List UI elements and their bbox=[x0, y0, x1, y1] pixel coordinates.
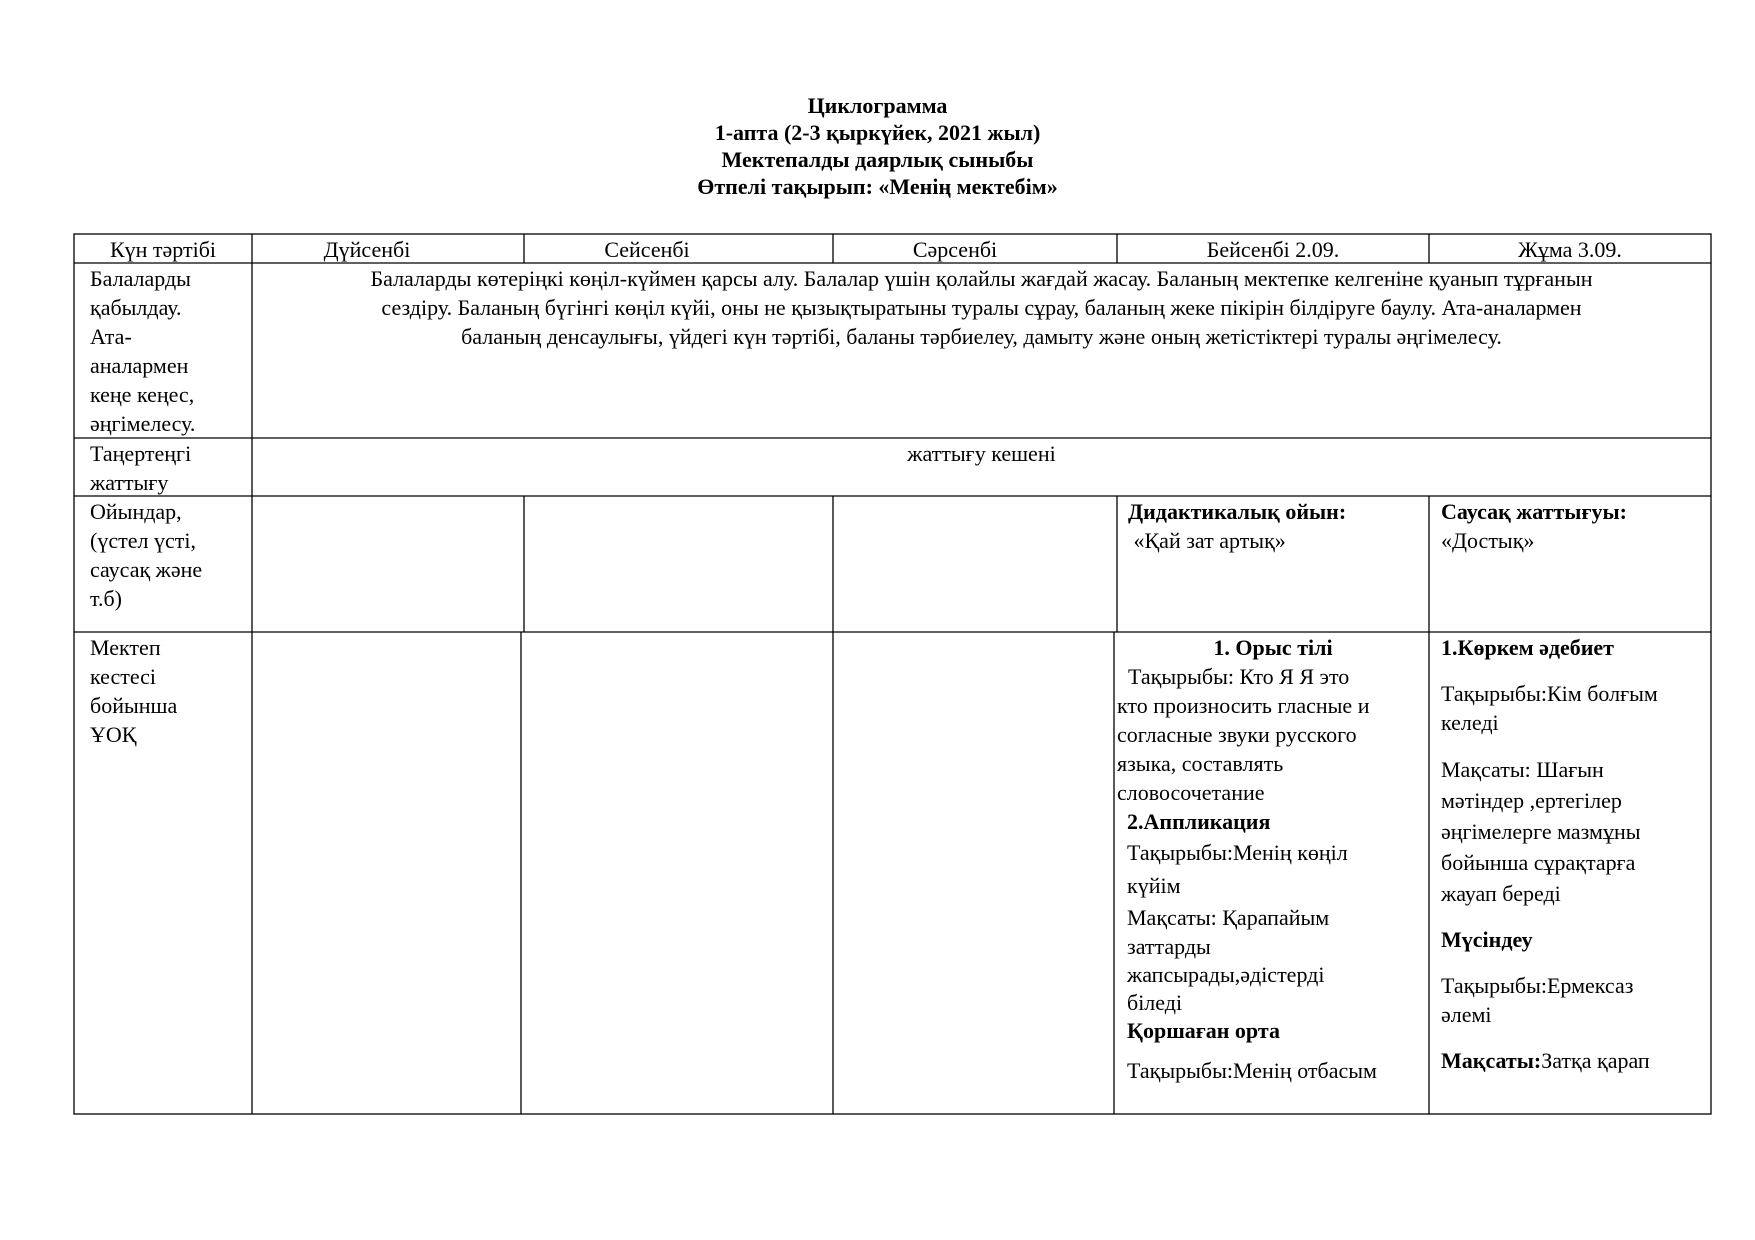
games-thursday: Дидактикалық ойын: «Қай зат артық» bbox=[1128, 499, 1347, 553]
header-thursday: Бейсенбі 2.09. bbox=[1206, 237, 1340, 262]
lesson-heading: Мақсаты: bbox=[1441, 1048, 1542, 1073]
reception-label: Балаларды қабылдау. Ата- аналармен кеңе кеңес, әңгімелесу. bbox=[90, 266, 196, 436]
header-friday: Жұма 3.09. bbox=[1518, 237, 1622, 262]
morning-label: Таңертеңгі жаттығу bbox=[90, 441, 192, 495]
doc-theme: Өтпелі тақырып: «Менің мектебім» bbox=[697, 174, 1058, 199]
header-wednesday: Сәрсенбі bbox=[912, 237, 998, 262]
morning-text: жаттығу кешені bbox=[907, 441, 1056, 466]
doc-title: Циклограмма bbox=[807, 93, 948, 118]
header-tuesday: Сейсенбі bbox=[604, 237, 690, 262]
lesson-heading: 2.Аппликация bbox=[1127, 809, 1271, 834]
lesson-heading: Қоршаған орта bbox=[1127, 1018, 1280, 1043]
lesson-heading: Мүсіндеу bbox=[1441, 927, 1533, 952]
lesson-heading: 1. Орыс тілі bbox=[1213, 635, 1333, 660]
reception-text: Балаларды көтеріңкі көңіл-күймен қарсы алу. Балалар үшін қолайлы жағдай жасау. Баланың мектепке келгеніне қуанып тұрғанын сездіру. Баланың бүгінгі көңіл күйі, оны не қызықтыратыны туралы сұрау, баланың жеке пікірін білдіруге баулу. Ата-аналармен баланың денсаулығы, үйдегі күн тәртібі, баланы тәрбиелеу, дамыту және оның жетістіктері туралы әңгімелесу. bbox=[370, 266, 1593, 349]
lesson-heading: 1.Көркем әдебиет bbox=[1441, 635, 1614, 660]
lessons-label: Мектеп кестесі бойынша ҰОҚ bbox=[90, 635, 178, 747]
doc-class-name: Мектепалды даярлық сыныбы bbox=[721, 147, 1034, 172]
games-label: Ойындар, (үстел үсті, саусақ және т.б) bbox=[90, 499, 203, 611]
games-friday: Саусақ жаттығуы: «Достық» bbox=[1441, 499, 1627, 553]
lessons-friday: 1.Көркем әдебиет Тақырыбы:Кім болғым келеді Мақсаты: Шағын мәтіндер ,ертегілер әңгімелерге мазмұны бойынша сұрақтарға жауап береді Мүсіндеу Тақырыбы:Ермексаз әлемі Мақсаты:Затқа қарап bbox=[1441, 635, 1658, 1073]
header-day-schedule: Күн тәртібі bbox=[109, 237, 217, 262]
doc-week: 1-апта (2-3 қыркүйек, 2021 жыл) bbox=[714, 120, 1041, 145]
lessons-thursday: 1. Орыс тілі Тақырыбы: Кто Я Я это кто произносить гласные и согласные звуки русского языка, составлять словосочетание 2.Аппликация Тақырыбы:Менің көңіл күйім Мақсаты: Қарапайым заттарды жапсырады,әдістерді біледі Қоршаған орта Тақырыбы:Менің отбасым bbox=[1117, 633, 1429, 1085]
header-monday: Дүйсенбі bbox=[323, 237, 411, 262]
